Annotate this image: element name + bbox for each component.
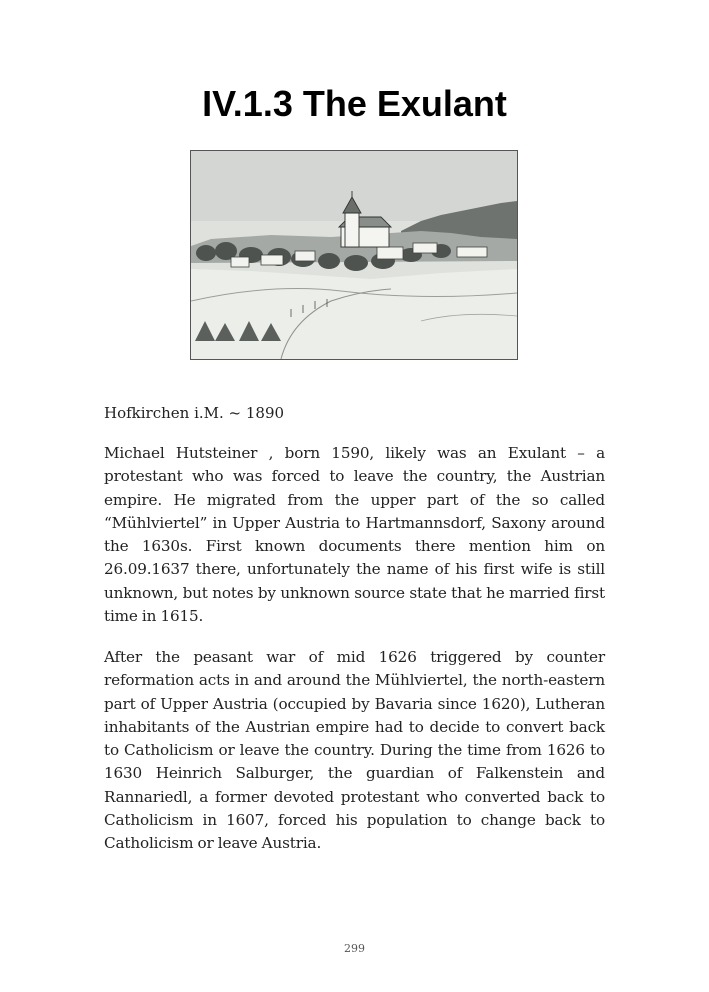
page-number: 299 (344, 942, 365, 955)
body-paragraph: After the peasant war of mid 1626 triggered by counter reformation acts in and around the Mühlviertel, the north-eastern part of Upper Austria (occupied by Bavaria since 1620), Lutheran inhabitants of the Austrian empire had to decide to convert back to Catholicism or leave the country. During the time from 1626 to 1630 Heinrich Salburger, the guardian of Falkenstein and Rannariedl, a former devoted protestant who converted back to Catholicism in 1607, forced his population to change back to Catholicism or leave Austria. (104, 648, 605, 853)
page-title: IV.1.3 The Exulant (202, 83, 507, 124)
body-paragraph: Michael Hutsteiner , born 1590, likely was an Exulant – a protestant who was forced to leave the country, the Austrian empire. He migrated from the upper part of the so called “Mühlviertel” in Upper Austria to Hartmannsdorf, Saxony around the 1630s. First known documents there mention him on 26.09.1637 there, unfortunately the name of his first wife is still unknown, but notes by unknown source state that he married first time in 1615. (104, 444, 605, 626)
village-sketch-image (190, 150, 518, 360)
figure-caption: Hofkirchen i.M. ~ 1890 (104, 404, 285, 422)
